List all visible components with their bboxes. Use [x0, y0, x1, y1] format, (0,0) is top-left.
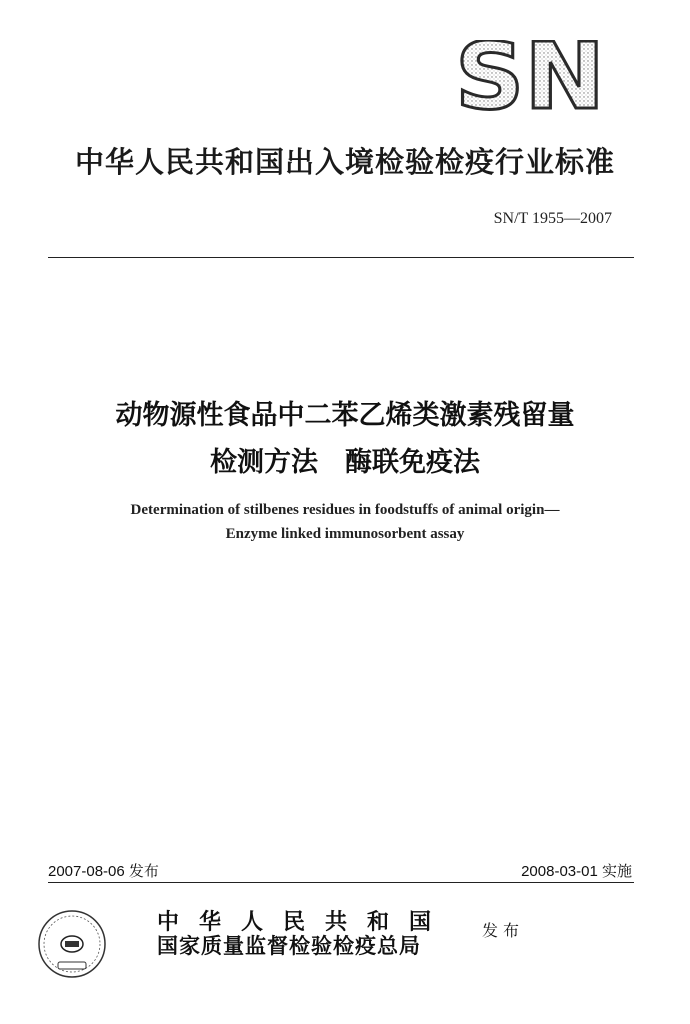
- sn-logo: [455, 40, 605, 112]
- title-en-line1: Determination of stilbenes residues in foodstuffs of animal origin—: [130, 502, 560, 518]
- title-cn-line1: 动物源性食品中二苯乙烯类激素残留量: [115, 400, 575, 431]
- header-title: 中华人民共和国出入境检验检疫行业标准: [74, 145, 615, 179]
- publish-label: 发布: [482, 921, 525, 940]
- top-divider: [48, 257, 634, 258]
- issue-date: 2007-08-06 发布: [48, 863, 159, 880]
- publisher-org-line2: 国家质量监督检验检疫总局: [157, 933, 421, 958]
- publisher-org-line1: 中华人民共和国: [157, 909, 452, 935]
- standard-number: SN/T 1955—2007: [493, 210, 612, 227]
- title-cn-line2: 检测方法 酶联免疫法: [210, 447, 480, 478]
- seal-emblem: [36, 908, 108, 980]
- implementation-date: 2008-03-01 实施: [521, 863, 632, 880]
- title-en-line2: Enzyme linked immunosorbent assay: [225, 526, 465, 542]
- sn-logo-text: SN: [455, 40, 605, 112]
- bottom-divider: [48, 882, 634, 883]
